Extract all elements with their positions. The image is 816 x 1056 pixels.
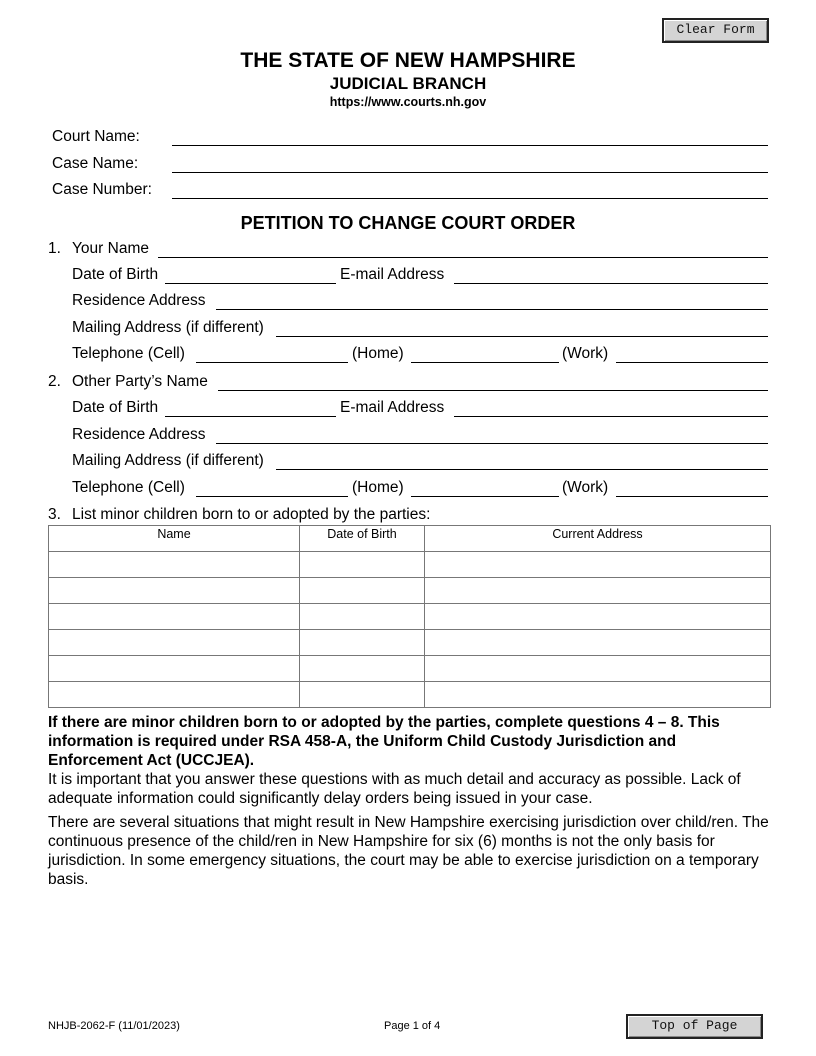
clear-form-button[interactable]: Clear Form — [662, 18, 769, 43]
q2-work-field[interactable] — [616, 496, 768, 497]
case-number-label: Case Number: — [52, 181, 152, 198]
q1-work-field[interactable] — [616, 362, 768, 363]
table-row — [49, 604, 771, 630]
q2-cell-label: Telephone (Cell) — [72, 479, 185, 496]
your-name-field[interactable] — [158, 257, 768, 258]
q1-email-field[interactable] — [454, 283, 768, 284]
q2-residence-field[interactable] — [216, 443, 768, 444]
case-name-label: Case Name: — [52, 155, 139, 172]
top-of-page-button[interactable]: Top of Page — [626, 1014, 763, 1039]
q1-residence-field[interactable] — [216, 309, 768, 310]
q2-mailing-field[interactable] — [276, 469, 768, 470]
uccjea-notice — [48, 713, 773, 808]
uccjea-notice-text: It is important that you answer these questions with as much detail and accuracy as possible. Lack of adequate information could significantly delay orders being issued in your case. — [48, 771, 741, 807]
children-table — [48, 525, 771, 708]
children-list-label: List minor children born to or adopted by the parties: — [72, 506, 431, 523]
q1-cell-field[interactable] — [196, 362, 348, 363]
form-title: PETITION TO CHANGE COURT ORDER — [240, 213, 576, 233]
court-name-label: Court Name: — [52, 128, 140, 145]
child-name-cell[interactable] — [49, 604, 300, 630]
q1-residence-label: Residence Address — [72, 292, 206, 309]
child-name-cell[interactable] — [49, 656, 300, 682]
child-dob-cell[interactable] — [300, 552, 425, 578]
q2-residence-label: Residence Address — [72, 426, 206, 443]
q1-dob-label: Date of Birth — [72, 266, 159, 283]
form-id: NHJB-2062-F (11/01/2023) — [48, 1020, 180, 1032]
uccjea-notice-bold: If there are minor children born to or adopted by the parties, complete questions 4 – 8. This information is required under RSA 458-A, the Uniform Child Custody Jurisdiction and Enforcement Act (UCCJEA). — [48, 714, 720, 769]
other-party-name-label: Other Party’s Name — [72, 373, 208, 390]
q2-home-label: (Home) — [352, 479, 404, 496]
q2-dob-field[interactable] — [165, 416, 336, 417]
state-heading: THE STATE OF NEW HAMPSHIRE — [240, 49, 576, 72]
child-dob-cell[interactable] — [300, 604, 425, 630]
court-url: https://www.courts.nh.gov — [329, 95, 487, 109]
other-party-name-field[interactable] — [218, 390, 768, 391]
your-name-label: Your Name — [72, 240, 149, 257]
child-address-cell[interactable] — [425, 604, 771, 630]
children-table-header — [49, 526, 771, 552]
q1-cell-label: Telephone (Cell) — [72, 345, 185, 362]
table-row — [49, 656, 771, 682]
child-address-cell[interactable] — [425, 630, 771, 656]
q2-number: 2. — [48, 373, 61, 390]
table-row — [49, 578, 771, 604]
branch-heading: JUDICIAL BRANCH — [329, 74, 487, 93]
q2-dob-label: Date of Birth — [72, 399, 159, 416]
table-row — [49, 682, 771, 708]
case-name-field[interactable] — [172, 172, 768, 173]
column-header-current-address: Current Address — [425, 526, 771, 552]
child-dob-cell[interactable] — [300, 682, 425, 708]
child-address-cell[interactable] — [425, 682, 771, 708]
q1-work-label: (Work) — [562, 345, 609, 362]
court-name-field[interactable] — [172, 145, 768, 146]
q1-home-field[interactable] — [411, 362, 559, 363]
q2-email-field[interactable] — [454, 416, 768, 417]
case-number-field[interactable] — [172, 198, 768, 199]
page-number: Page 1 of 4 — [384, 1020, 441, 1032]
column-header-date-of-birth: Date of Birth — [300, 526, 425, 552]
q2-mailing-label: Mailing Address (if different) — [72, 452, 264, 469]
table-row — [49, 552, 771, 578]
column-header-name: Name — [49, 526, 300, 552]
q3-number: 3. — [48, 506, 61, 523]
child-address-cell[interactable] — [425, 552, 771, 578]
child-dob-cell[interactable] — [300, 630, 425, 656]
child-dob-cell[interactable] — [300, 578, 425, 604]
q1-home-label: (Home) — [352, 345, 404, 362]
table-row — [49, 630, 771, 656]
child-name-cell[interactable] — [49, 552, 300, 578]
q2-home-field[interactable] — [411, 496, 559, 497]
q1-email-label: E-mail Address — [340, 266, 445, 283]
q2-email-label: E-mail Address — [340, 399, 445, 416]
child-name-cell[interactable] — [49, 578, 300, 604]
child-dob-cell[interactable] — [300, 656, 425, 682]
q1-number: 1. — [48, 240, 61, 257]
child-address-cell[interactable] — [425, 578, 771, 604]
child-name-cell[interactable] — [49, 630, 300, 656]
child-name-cell[interactable] — [49, 682, 300, 708]
q1-dob-field[interactable] — [165, 283, 336, 284]
q1-mailing-label: Mailing Address (if different) — [72, 319, 264, 336]
q1-mailing-field[interactable] — [276, 336, 768, 337]
q2-work-label: (Work) — [562, 479, 609, 496]
child-address-cell[interactable] — [425, 656, 771, 682]
jurisdiction-paragraph: There are several situations that might result in New Hampshire exercising jurisdiction over child/ren. The continuous presence of the child/ren in New Hampshire for six (6) months is not the only basis for jurisdiction. In some emergency situations, the court may be able to exercise jurisdiction on a temporary basis. — [48, 814, 769, 888]
q2-cell-field[interactable] — [196, 496, 348, 497]
